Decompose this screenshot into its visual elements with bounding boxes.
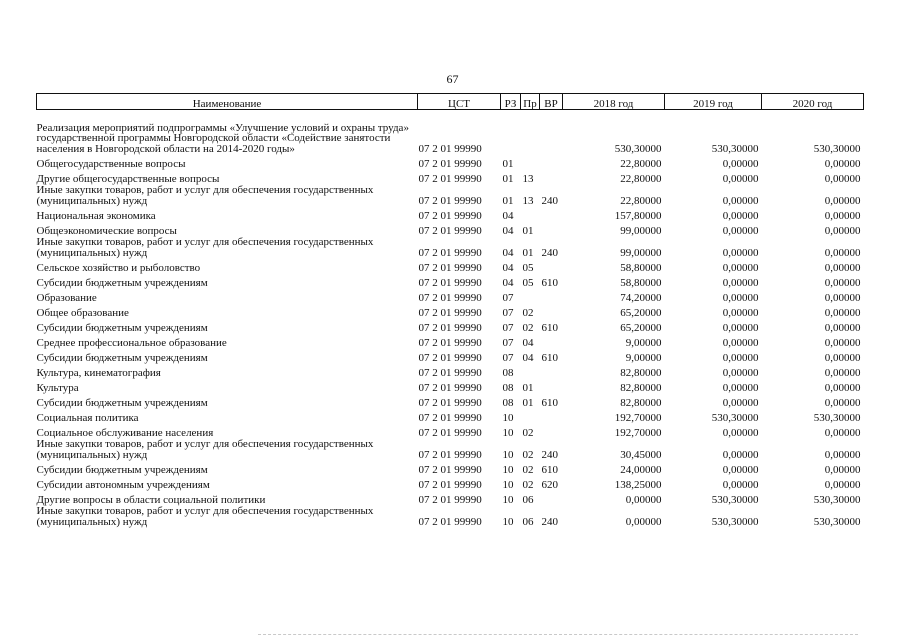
table-row xyxy=(37,460,864,475)
row-name: Социальное обслуживание населения xyxy=(36,426,214,439)
row-value-2020: 0,00000 xyxy=(824,172,861,185)
row-value-2019: 0,00000 xyxy=(722,306,759,319)
row-cst: 07 2 01 99990 xyxy=(418,478,482,491)
header-row xyxy=(37,94,864,110)
row-rz: 10 xyxy=(502,515,514,528)
table-row xyxy=(37,348,864,363)
row-cst: 07 2 01 99990 xyxy=(418,194,482,207)
row-name: Субсидии бюджетным учреждениям xyxy=(36,463,208,476)
row-value-2020: 0,00000 xyxy=(824,351,861,364)
row-value-2018: 99,00000 xyxy=(620,246,662,259)
header-cst: ЦСТ xyxy=(418,94,501,110)
row-cst: 07 2 01 99990 xyxy=(418,224,482,237)
table-row xyxy=(37,475,864,490)
row-value-2018: 9,00000 xyxy=(625,336,662,349)
row-rz: 10 xyxy=(502,493,514,506)
row-vr: 620 xyxy=(541,478,558,491)
row-value-2019: 0,00000 xyxy=(722,478,759,491)
row-vr xyxy=(540,221,563,236)
row-value-2018: 82,80000 xyxy=(620,366,662,379)
table-row xyxy=(37,378,864,393)
row-name: Общее образование xyxy=(36,306,129,319)
row-value-2019: 0,00000 xyxy=(722,194,759,207)
row-name: Социальная политика xyxy=(36,411,139,424)
row-rz: 04 xyxy=(502,224,514,237)
row-value-2020: 0,00000 xyxy=(824,209,861,222)
row-rz: 04 xyxy=(502,209,514,222)
row-value-2019: 0,00000 xyxy=(722,321,759,334)
row-vr xyxy=(540,490,563,505)
row-vr xyxy=(540,169,563,184)
table-row xyxy=(37,303,864,318)
row-pr: 01 xyxy=(522,224,534,237)
row-value-2019: 530,30000 xyxy=(711,411,759,424)
row-value-2019: 0,00000 xyxy=(722,426,759,439)
row-pr xyxy=(521,288,540,303)
row-name: Общегосударственные вопросы xyxy=(36,157,186,170)
row-name: Субсидии бюджетным учреждениям xyxy=(36,396,208,409)
row-rz: 08 xyxy=(502,366,514,379)
row-value-2019: 0,00000 xyxy=(722,448,759,461)
row-value-2020: 0,00000 xyxy=(824,194,861,207)
row-vr: 240 xyxy=(541,515,558,528)
row-value-2020: 0,00000 xyxy=(824,448,861,461)
row-vr: 610 xyxy=(541,396,558,409)
header-vr: ВР xyxy=(540,94,563,110)
row-vr: 240 xyxy=(541,448,558,461)
row-cst: 07 2 01 99990 xyxy=(418,515,482,528)
row-value-2018: 192,70000 xyxy=(614,411,662,424)
row-cst: 07 2 01 99990 xyxy=(418,209,482,222)
row-rz: 01 xyxy=(502,194,514,207)
row-value-2019: 530,30000 xyxy=(711,515,759,528)
row-value-2018: 65,20000 xyxy=(620,321,662,334)
row-value-2019: 0,00000 xyxy=(722,246,759,259)
row-vr: 240 xyxy=(541,194,558,207)
page-number: 67 xyxy=(446,72,459,86)
row-cst: 07 2 01 99990 xyxy=(418,411,482,424)
row-pr xyxy=(521,363,540,378)
row-value-2019: 0,00000 xyxy=(722,209,759,222)
row-pr: 06 xyxy=(522,515,534,528)
row-cst: 07 2 01 99990 xyxy=(418,246,482,259)
row-rz: 04 xyxy=(502,261,514,274)
row-rz: 10 xyxy=(502,411,514,424)
row-rz: 08 xyxy=(502,381,514,394)
row-value-2018: 0,00000 xyxy=(625,515,662,528)
row-cst: 07 2 01 99990 xyxy=(418,157,482,170)
row-rz: 07 xyxy=(502,336,514,349)
row-name: Другие вопросы в области социальной политики xyxy=(36,493,266,506)
table-row xyxy=(37,505,864,527)
row-value-2019: 530,30000 xyxy=(711,493,759,506)
row-value-2018: 65,20000 xyxy=(620,306,662,319)
table-row xyxy=(37,110,864,155)
row-cst: 07 2 01 99990 xyxy=(418,463,482,476)
row-name: Иные закупки товаров, работ и услуг для обеспечения государственных (муниципальных) нужд xyxy=(36,236,374,259)
row-cst: 07 2 01 99990 xyxy=(418,321,482,334)
row-value-2020: 0,00000 xyxy=(824,306,861,319)
row-value-2019: 0,00000 xyxy=(722,157,759,170)
row-value-2020: 530,30000 xyxy=(813,493,861,506)
budget-table xyxy=(36,93,864,527)
row-vr xyxy=(540,408,563,423)
row-value-2019: 0,00000 xyxy=(722,291,759,304)
row-value-2018: 74,20000 xyxy=(620,291,662,304)
row-pr xyxy=(521,206,540,221)
row-value-2018: 30,45000 xyxy=(620,448,662,461)
table-row xyxy=(37,169,864,184)
row-vr xyxy=(540,288,563,303)
row-value-2018: 22,80000 xyxy=(620,157,662,170)
row-rz: 10 xyxy=(502,463,514,476)
row-cst: 07 2 01 99990 xyxy=(418,276,482,289)
row-value-2020: 0,00000 xyxy=(824,291,861,304)
row-value-2019: 0,00000 xyxy=(722,172,759,185)
row-rz: 04 xyxy=(502,246,514,259)
row-pr xyxy=(521,408,540,423)
row-value-2018: 22,80000 xyxy=(620,194,662,207)
row-rz: 07 xyxy=(502,306,514,319)
row-value-2019: 0,00000 xyxy=(722,261,759,274)
row-name: Субсидии автономным учреждениям xyxy=(36,478,210,491)
row-vr xyxy=(540,154,563,169)
row-cst: 07 2 01 99990 xyxy=(418,426,482,439)
row-value-2018: 58,80000 xyxy=(620,261,662,274)
row-value-2020: 0,00000 xyxy=(824,366,861,379)
table-body xyxy=(37,110,864,528)
scan-artifact-line xyxy=(258,634,858,635)
row-cst: 07 2 01 99990 xyxy=(418,366,482,379)
row-cst: 07 2 01 99990 xyxy=(418,336,482,349)
row-cst: 07 2 01 99990 xyxy=(418,493,482,506)
row-vr xyxy=(540,206,563,221)
table-row xyxy=(37,333,864,348)
row-value-2019: 0,00000 xyxy=(722,463,759,476)
row-vr xyxy=(540,378,563,393)
table-row xyxy=(37,408,864,423)
row-pr: 05 xyxy=(522,276,534,289)
row-rz: 07 xyxy=(502,321,514,334)
row-cst: 07 2 01 99990 xyxy=(418,261,482,274)
row-value-2020: 0,00000 xyxy=(824,426,861,439)
row-name: Реализация мероприятий подпрограммы «Улучшение условий и охраны труда» государственной программы Новгородской области «Содействие занятости населения в Новгородской области на 2014-2020 годы» xyxy=(36,121,409,155)
row-value-2019: 530,30000 xyxy=(711,142,759,155)
header-2019: 2019 год xyxy=(665,94,762,110)
row-value-2019: 0,00000 xyxy=(722,381,759,394)
row-pr: 01 xyxy=(522,396,534,409)
row-name: Национальная экономика xyxy=(36,209,156,222)
row-value-2018: 99,00000 xyxy=(620,224,662,237)
row-value-2018: 157,80000 xyxy=(614,209,662,222)
row-vr: 610 xyxy=(541,463,558,476)
header-2018: 2018 год xyxy=(563,94,665,110)
row-rz: 08 xyxy=(502,396,514,409)
row-rz xyxy=(501,110,521,155)
row-pr xyxy=(521,154,540,169)
row-name: Среднее профессиональное образование xyxy=(36,336,227,349)
row-vr: 240 xyxy=(541,246,558,259)
row-value-2019: 0,00000 xyxy=(722,351,759,364)
row-vr: 610 xyxy=(541,351,558,364)
row-value-2018: 82,80000 xyxy=(620,396,662,409)
row-cst: 07 2 01 99990 xyxy=(418,172,482,185)
row-rz: 01 xyxy=(502,172,514,185)
row-pr: 02 xyxy=(522,426,534,439)
row-rz: 07 xyxy=(502,291,514,304)
row-pr: 04 xyxy=(522,351,534,364)
row-value-2020: 530,30000 xyxy=(813,411,861,424)
row-value-2020: 530,30000 xyxy=(813,515,861,528)
row-value-2018: 9,00000 xyxy=(625,351,662,364)
table-row xyxy=(37,258,864,273)
row-value-2020: 0,00000 xyxy=(824,261,861,274)
table-row xyxy=(37,438,864,460)
row-vr xyxy=(540,423,563,438)
row-value-2018: 24,00000 xyxy=(620,463,662,476)
row-value-2020: 0,00000 xyxy=(824,463,861,476)
row-name: Образование xyxy=(36,291,97,304)
table-row xyxy=(37,288,864,303)
table-row xyxy=(37,206,864,221)
row-value-2018: 58,80000 xyxy=(620,276,662,289)
row-vr xyxy=(540,258,563,273)
row-name: Иные закупки товаров, работ и услуг для обеспечения государственных (муниципальных) нужд xyxy=(36,184,374,207)
row-cst: 07 2 01 99990 xyxy=(418,291,482,304)
row-value-2020: 0,00000 xyxy=(824,276,861,289)
row-vr xyxy=(540,303,563,318)
row-pr: 02 xyxy=(522,478,534,491)
row-value-2019: 0,00000 xyxy=(722,276,759,289)
table-row xyxy=(37,154,864,169)
row-value-2018: 138,25000 xyxy=(614,478,662,491)
row-cst: 07 2 01 99990 xyxy=(418,306,482,319)
header-2020: 2020 год xyxy=(762,94,864,110)
row-name: Культура xyxy=(36,381,79,394)
row-rz: 04 xyxy=(502,276,514,289)
table-row xyxy=(37,363,864,378)
row-pr: 02 xyxy=(522,306,534,319)
header-rz: РЗ xyxy=(501,94,521,110)
row-rz: 10 xyxy=(502,478,514,491)
row-value-2018: 22,80000 xyxy=(620,172,662,185)
row-rz: 01 xyxy=(502,157,514,170)
row-value-2020: 0,00000 xyxy=(824,157,861,170)
row-vr: 610 xyxy=(541,276,558,289)
row-value-2018: 530,30000 xyxy=(614,142,662,155)
row-name: Культура, кинематография xyxy=(36,366,161,379)
row-value-2019: 0,00000 xyxy=(722,336,759,349)
row-pr: 13 xyxy=(522,194,534,207)
row-value-2020: 530,30000 xyxy=(813,142,861,155)
row-value-2020: 0,00000 xyxy=(824,246,861,259)
row-rz: 10 xyxy=(502,448,514,461)
row-name: Иные закупки товаров, работ и услуг для обеспечения государственных (муниципальных) нужд xyxy=(36,438,374,461)
row-rz: 10 xyxy=(502,426,514,439)
row-pr: 01 xyxy=(522,246,534,259)
header-name: Наименование xyxy=(37,94,418,110)
row-vr xyxy=(540,110,563,155)
row-value-2018: 192,70000 xyxy=(614,426,662,439)
row-name: Сельское хозяйство и рыболовство xyxy=(36,261,201,274)
table-row xyxy=(37,393,864,408)
row-rz: 07 xyxy=(502,351,514,364)
row-pr: 05 xyxy=(522,261,534,274)
row-name: Другие общегосударственные вопросы xyxy=(36,172,220,185)
row-vr xyxy=(540,363,563,378)
table-row xyxy=(37,184,864,206)
row-value-2020: 0,00000 xyxy=(824,381,861,394)
row-value-2020: 0,00000 xyxy=(824,336,861,349)
table-row xyxy=(37,221,864,236)
row-value-2019: 0,00000 xyxy=(722,224,759,237)
row-name: Иные закупки товаров, работ и услуг для обеспечения государственных (муниципальных) нужд xyxy=(36,505,374,528)
row-pr: 02 xyxy=(522,463,534,476)
row-cst: 07 2 01 99990 xyxy=(418,142,482,155)
row-cst: 07 2 01 99990 xyxy=(418,351,482,364)
table-row xyxy=(37,423,864,438)
row-pr: 04 xyxy=(522,336,534,349)
row-value-2019: 0,00000 xyxy=(722,396,759,409)
row-pr: 06 xyxy=(522,493,534,506)
row-value-2018: 0,00000 xyxy=(625,493,662,506)
row-cst: 07 2 01 99990 xyxy=(418,381,482,394)
table-row xyxy=(37,318,864,333)
row-value-2020: 0,00000 xyxy=(824,224,861,237)
header-pr: Пр xyxy=(521,94,540,110)
row-pr: 02 xyxy=(522,448,534,461)
row-value-2020: 0,00000 xyxy=(824,396,861,409)
row-name: Общеэкономические вопросы xyxy=(36,224,177,237)
row-vr: 610 xyxy=(541,321,558,334)
row-name: Субсидии бюджетным учреждениям xyxy=(36,276,208,289)
row-value-2020: 0,00000 xyxy=(824,478,861,491)
row-pr: 13 xyxy=(522,172,534,185)
row-value-2018: 82,80000 xyxy=(620,381,662,394)
row-name: Субсидии бюджетным учреждениям xyxy=(36,321,208,334)
row-pr: 01 xyxy=(522,381,534,394)
row-name: Субсидии бюджетным учреждениям xyxy=(36,351,208,364)
row-pr: 02 xyxy=(522,321,534,334)
table-row xyxy=(37,490,864,505)
row-vr xyxy=(540,333,563,348)
row-pr xyxy=(521,110,540,155)
row-cst: 07 2 01 99990 xyxy=(418,396,482,409)
row-value-2019: 0,00000 xyxy=(722,366,759,379)
row-value-2020: 0,00000 xyxy=(824,321,861,334)
table-row xyxy=(37,236,864,258)
row-cst: 07 2 01 99990 xyxy=(418,448,482,461)
table-row xyxy=(37,273,864,288)
